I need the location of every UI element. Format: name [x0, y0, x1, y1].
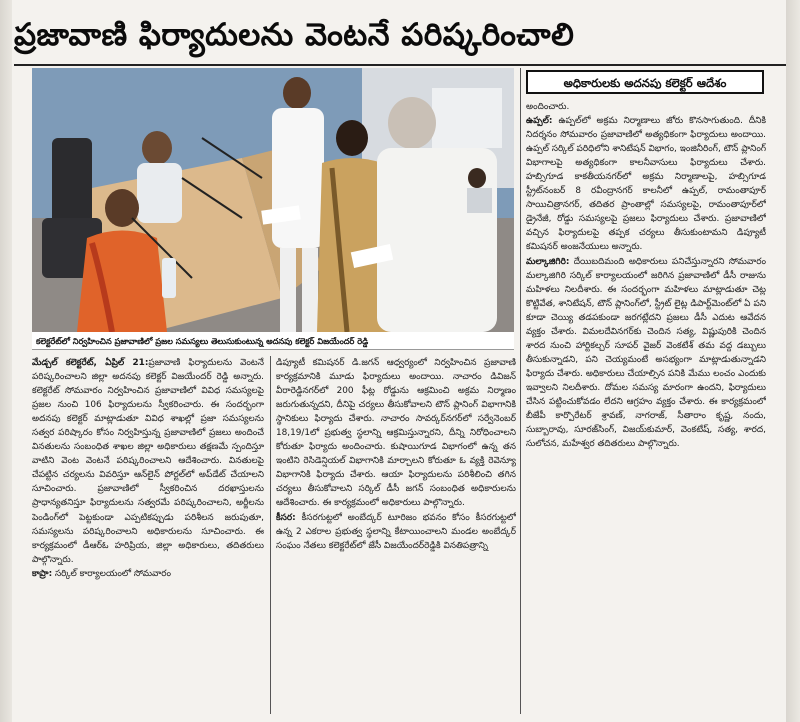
page-right-edge	[786, 0, 800, 722]
news-photo	[32, 68, 514, 332]
dateline: మల్కాజిగిరి:	[526, 256, 570, 267]
page-left-edge	[0, 0, 12, 722]
paragraph-text: ఉప్పల్‌లో అక్రమ నిర్మాణాలు జోరు కొనసాగుతుంది. దీనికి నిదర్శనం సోమవారం ప్రజావాణిలో అత్యధికంగా ఫిర్యాదులు అందాయి. ఉప్పల్ సర్కిల్ పరిధిలోని శానిటేషన్ విభాగం, ఇంజినీరింగ్, టౌన్ ప్లానింగ్ విభాగాలపై అత్యధికంగా కాలనీవాసులు ఫిర్యాదులు చేశారు. హబ్సిగూడ కాకతీయనగర్‌లో అక్రమ నిర్మాణాలపై, హబ్సిగూడ స్ట్రీట్‌నంబర్ 8 రవీంద్రానగర్ కాలనీలో ఉప్పల్, రామంతాపూర్ సాయిచిత్రానగర్, తదితర ప్రాంతాల్లో సమస్యలపై, రామంతాపూర్‌లో డ్రైనేజీ, రోడ్డు సమస్యలపై ప్రజలు ఫిర్యాదులు చేశారు. ప్రజావాణిలో వచ్చిన ఫిర్యాదులపై తప్పక చర్యలు తీసుకుంటామని డిప్యూటీ కమిషనర్ అంజనేయులు అన్నారు.	[526, 116, 766, 253]
dateline: ఉప్పల్:	[526, 116, 553, 127]
dateline: కాప్రా:	[32, 568, 53, 579]
paragraph	[526, 100, 766, 114]
paragraph	[32, 567, 264, 581]
paragraph	[526, 255, 766, 452]
paragraph	[526, 114, 766, 254]
article-column-2	[276, 356, 516, 714]
column-divider-right	[520, 68, 521, 714]
paragraph-text: ప్రజావాణి ఫిర్యాదులను వెంటనే పరిష్కరించాలని జిల్లా అదనపు కలెక్టర్ విజయేందర్ రెడ్డి అన్నారు. కలెక్టరేట్ సోమవారం నిర్వహించిన ప్రజావాణిలో వివిధ సమస్యలపై ప్రజల నుంచి 106 ఫిర్యాదులను స్వీకరించారు. ఈ సందర్భంగా అదనపు కలెక్టర్ మాట్లాడుతూ వివిధ శాఖల్లో ప్రజా సమస్యలను సత్వర పరిష్కారం కోసం నిర్వహిస్తున్న ప్రజావాణిలో ప్రజలు అందించే వినతులను సంబంధిత శాఖల జిల్లా అధికారులు తక్షణమే స్పందిస్తూ వాటిని వెంట వెంటనే పరిష్కరించాలని ఆదేశించారు. వినతులపై చేపట్టిన చర్యలను వివరిస్తూ ఆన్‌లైన్ పోర్టల్‌లో అప్‌డేట్ చేయాలని సూచించారు. ప్రజావాణిలో స్వీకరించిన దరఖాస్తులను ప్రాధాన్యతనిస్తూ ఫిర్యాదులను సత్వరమే పరిష్కరించాలని, అర్జీలను పెండింగ్‌లో పెట్టకుండా ఎప్పటికప్పుడు పరిశీలన జరుపుతూ, సమస్యలను పరిష్కరించాలని అధికారులను సూచించారు. ఈ కార్యక్రమంలో డీఆర్ఓ హరిప్రియ, జిల్లా అధికారులు, తదితరులు పాల్గొన్నారు.	[32, 358, 264, 565]
paragraph-text: అందించారు.	[526, 102, 570, 112]
paragraph-text: సర్కిల్ కార్యాలయంలో సోమవారం	[54, 568, 172, 579]
photo-illustration	[32, 68, 514, 332]
paragraph	[32, 356, 264, 567]
headline-divider	[14, 64, 786, 66]
sub-headline-box: అధికారులకు అదనపు కలెక్టర్ ఆదేశం	[526, 70, 764, 94]
dateline: మేడ్చల్ కలెక్టరేట్, ఏప్రిల్ 21:	[32, 358, 149, 368]
paragraph-text: దేయిబదిమంది అధికారులు పనిచేస్తున్నారని సోమవారం మల్కాజిగిరి సర్కిల్ కార్యాలయంలో జరిగిన ప్రజావాణిలో డీసీ రాజును మహిళలు నిలదీశారు. ఈ సందర్భంగా మహిళలు మాట్లాడుతూ చెట్ల కొట్టివేత, శానిటేషన్, టౌన్ ప్లానింగ్‌లో, స్ట్రీట్ లైట్ల డిపార్ట్‌మెంట్‌లో ఏ పని కూడా చెయ్యి తడపకుండా జరగట్లేదని ప్రజలు డీసీ ఎదుట ఆవేదన వ్యక్తం చేశారు. విమలదేవినగర్‌కు చెందిన సత్య, విష్ణుపురికి చెందిన శారద నుంచి హార్టికల్చర్ సూపర్ వైజర్ వెంకటేశ్ తమ వద్ద డబ్బులు తీసుకున్నాడని, పని చెయ్యమంటే అసభ్యంగా మాట్లాడుతున్నాడని ఫిర్యాదు చేశారు. అధికారులు చేయాల్సిన పనికి మేము లంచం ఎందుకు ఇవ్వాలని నిలదీశారు. దోమల సమస్య మారంగా ఉందని, ఫిర్యాదులు చేసిన పట్టించుకోవడం లేదని ఆగ్రహం వ్యక్తం చేశారు. ఈ కార్యక్రమంలో బీజేపీ కార్పొరేటర్ శ్రావణ్, నాగరాజ్, సీతారాం కృష్ణ, నందు, సుబ్బారావు, సూరజ్‌సింగ్, విజయ్‌కుమార్, వెంకటేష్, సత్య, శారద, సులోచన, మహేశ్వర తదితరులు పాల్గొన్నారు.	[526, 256, 766, 450]
column-divider-left	[270, 356, 271, 714]
paragraph	[276, 511, 516, 553]
article-headline: ప్రజావాణి ఫిర్యాదులను వెంటనే పరిష్కరించాలి	[14, 17, 575, 53]
paragraph-text: డిప్యూటీ కమిషనర్ డి.జగన్ ఆధ్వర్యంలో నిర్వహించిన ప్రజావాణి కార్యక్రమానికి మూడు ఫిర్యాదులు అందాయి. నాచారం డివిజన్ వీరారెడ్డినగర్‌లో 200 ఫీట్ల రోడ్డును ఆక్రమించి అక్రమ నిర్మాణం జరుగుతున్నదని, దీనిపై చర్యలు తీసుకోవాలని టౌన్ ప్లానింగ్ విభాగానికి స్థానికులు ఫిర్యాదు చేశారు. నాచారం సావర్కర్‌నగర్‌లో సర్వేనెంబర్ 18,19/1లో ప్రభుత్వ స్థలాన్ని ఆక్రమిస్తున్నారని, దీన్ని నిరోధించాలని కోరుతూ ఫిర్యాదు అందించారు. కుషాయిగూడ విభాగంలో ఉన్న తన ఇంటిని రెసిడెన్షియల్ విభాగానికి మార్చాలని కోరుతూ ఓ వ్యక్తి రెవెన్యూ విభాగానికి ఫిర్యాదు చేశారు. ఆయా ఫిర్యాదులను పరిశీలించి తగిన చర్యలు తీసుకోవాలని సర్కిల్ డీసీ జగన్ సంబంధిత అధికారులను ఆదేశించారు. ఈ కార్యక్రమంలో అధికారులు పాల్గొన్నారు.	[276, 358, 516, 509]
dateline: కీసర:	[276, 512, 296, 523]
article-column-3	[526, 100, 766, 714]
paragraph-text: కీసరగుట్టలో అంబేద్కర్ టూరిజం భవనం కోసం కీసరగుట్టలో ఉన్న 2 ఎకరాల ప్రభుత్వ స్థలాన్ని కేటాయించాలని మండల అంబేద్కర్ సంఘం నేతలు కలెక్టరేట్‌లో జేసీ విజయేందర్‌రెడ్డికి వినతిపత్రాన్ని	[276, 512, 516, 551]
photo-caption: కలెక్టరేట్‌లో నిర్వహించిన ప్రజావాణిలో ప్రజల సమస్యలు తెలుసుకుంటున్న అదనపు కలెక్టర్ విజయేందర్ రెడ్డి	[32, 332, 514, 350]
article-column-1	[32, 356, 264, 714]
paragraph	[276, 356, 516, 511]
